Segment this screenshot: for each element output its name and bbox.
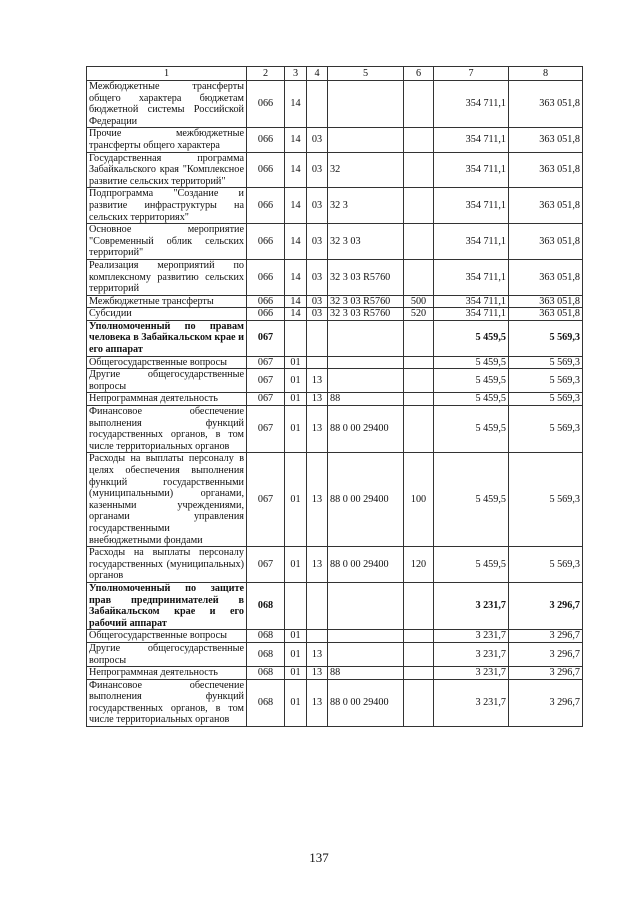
column-number-row bbox=[87, 67, 583, 81]
ministry-code-cell: 066 bbox=[247, 188, 285, 224]
section-code-cell: 14 bbox=[285, 81, 307, 128]
amount-year-1-cell: 354 711,1 bbox=[434, 259, 509, 295]
item-name-cell: Субсидии bbox=[87, 308, 247, 321]
amount-year-1-cell: 3 231,7 bbox=[434, 642, 509, 666]
amount-year-1-cell: 3 231,7 bbox=[434, 582, 509, 629]
expense-type-cell bbox=[404, 667, 434, 680]
ministry-code-cell: 068 bbox=[247, 679, 285, 726]
section-code-cell: 14 bbox=[285, 188, 307, 224]
ministry-code-cell: 067 bbox=[247, 356, 285, 369]
table-row bbox=[87, 406, 583, 453]
subsection-code-cell: 03 bbox=[307, 152, 328, 188]
expense-type-cell: 100 bbox=[404, 453, 434, 547]
ministry-code-cell: 067 bbox=[247, 393, 285, 406]
expense-type-cell: 500 bbox=[404, 295, 434, 308]
amount-year-2-cell: 363 051,8 bbox=[509, 259, 583, 295]
amount-year-2-cell: 363 051,8 bbox=[509, 224, 583, 260]
ministry-code-cell: 066 bbox=[247, 81, 285, 128]
section-code-cell: 14 bbox=[285, 259, 307, 295]
item-name-cell: Уполномоченный по защите прав предпринимателей в Забайкальском крае и его рабочий аппарат bbox=[87, 582, 247, 629]
amount-year-1-cell: 354 711,1 bbox=[434, 188, 509, 224]
amount-year-2-cell: 3 296,7 bbox=[509, 679, 583, 726]
item-name-cell: Непрограммная деятельность bbox=[87, 667, 247, 680]
item-name-cell: Общегосударственные вопросы bbox=[87, 356, 247, 369]
section-code-cell: 01 bbox=[285, 547, 307, 583]
subsection-code-cell bbox=[307, 81, 328, 128]
subsection-code-cell: 13 bbox=[307, 547, 328, 583]
table-row bbox=[87, 81, 583, 128]
amount-year-2-cell: 5 569,3 bbox=[509, 369, 583, 393]
section-code-cell: 01 bbox=[285, 642, 307, 666]
amount-year-1-cell: 3 231,7 bbox=[434, 667, 509, 680]
amount-year-1-cell: 3 231,7 bbox=[434, 630, 509, 643]
subsection-code-cell: 03 bbox=[307, 188, 328, 224]
section-code-cell: 14 bbox=[285, 128, 307, 152]
section-code-cell: 01 bbox=[285, 453, 307, 547]
section-code-cell: 14 bbox=[285, 308, 307, 321]
target-item-code-cell: 32 3 03 R5760 bbox=[328, 308, 404, 321]
amount-year-1-cell: 354 711,1 bbox=[434, 295, 509, 308]
item-name-cell: Государственная программа Забайкальского края "Комплексное развитие сельских территорий" bbox=[87, 152, 247, 188]
target-item-code-cell bbox=[328, 320, 404, 356]
column-header: 2 bbox=[247, 67, 285, 81]
expense-type-cell bbox=[404, 81, 434, 128]
expense-type-cell bbox=[404, 224, 434, 260]
expense-type-cell bbox=[404, 356, 434, 369]
target-item-code-cell: 88 bbox=[328, 667, 404, 680]
item-name-cell: Межбюджетные трансферты bbox=[87, 295, 247, 308]
section-code-cell: 01 bbox=[285, 667, 307, 680]
target-item-code-cell bbox=[328, 630, 404, 643]
item-name-cell: Межбюджетные трансферты общего характера бюджетам бюджетной системы Российской Федерации bbox=[87, 81, 247, 128]
item-name-cell: Расходы на выплаты персоналу государственных (муниципальных) органов bbox=[87, 547, 247, 583]
item-name-cell: Расходы на выплаты персоналу в целях обеспечения выполнения функций государственными (муниципальными) органами, казенными учреждениями, органами управления государственными внебюджетными фондами bbox=[87, 453, 247, 547]
section-code-cell: 01 bbox=[285, 630, 307, 643]
expense-type-cell: 120 bbox=[404, 547, 434, 583]
item-name-cell: Другие общегосударственные вопросы bbox=[87, 369, 247, 393]
target-item-code-cell: 88 0 00 29400 bbox=[328, 679, 404, 726]
target-item-code-cell: 88 0 00 29400 bbox=[328, 547, 404, 583]
subsection-code-cell: 13 bbox=[307, 369, 328, 393]
amount-year-1-cell: 5 459,5 bbox=[434, 320, 509, 356]
amount-year-2-cell: 5 569,3 bbox=[509, 406, 583, 453]
amount-year-1-cell: 354 711,1 bbox=[434, 81, 509, 128]
table-row bbox=[87, 453, 583, 547]
ministry-code-cell: 066 bbox=[247, 295, 285, 308]
amount-year-2-cell: 363 051,8 bbox=[509, 128, 583, 152]
page-number: 137 bbox=[309, 850, 329, 865]
expense-type-cell bbox=[404, 630, 434, 643]
amount-year-1-cell: 5 459,5 bbox=[434, 406, 509, 453]
amount-year-1-cell: 5 459,5 bbox=[434, 369, 509, 393]
amount-year-2-cell: 5 569,3 bbox=[509, 453, 583, 547]
table-row bbox=[87, 630, 583, 643]
subsection-code-cell: 13 bbox=[307, 393, 328, 406]
item-name-cell: Подпрограмма "Создание и развитие инфраструктуры на сельских территориях" bbox=[87, 188, 247, 224]
section-code-cell bbox=[285, 582, 307, 629]
ministry-code-cell: 068 bbox=[247, 630, 285, 643]
target-item-code-cell bbox=[328, 582, 404, 629]
subsection-code-cell: 13 bbox=[307, 679, 328, 726]
item-name-cell: Основное мероприятие "Современный облик сельских территорий" bbox=[87, 224, 247, 260]
subsection-code-cell: 03 bbox=[307, 308, 328, 321]
table-row bbox=[87, 295, 583, 308]
table-row bbox=[87, 356, 583, 369]
amount-year-2-cell: 3 296,7 bbox=[509, 582, 583, 629]
ministry-code-cell: 066 bbox=[247, 308, 285, 321]
section-code-cell: 01 bbox=[285, 393, 307, 406]
target-item-code-cell bbox=[328, 128, 404, 152]
amount-year-1-cell: 3 231,7 bbox=[434, 679, 509, 726]
subsection-code-cell: 03 bbox=[307, 259, 328, 295]
table-row bbox=[87, 679, 583, 726]
amount-year-1-cell: 5 459,5 bbox=[434, 393, 509, 406]
target-item-code-cell: 32 3 03 R5760 bbox=[328, 259, 404, 295]
column-header: 6 bbox=[404, 67, 434, 81]
ministry-code-cell: 068 bbox=[247, 667, 285, 680]
ministry-code-cell: 066 bbox=[247, 224, 285, 260]
section-code-cell: 01 bbox=[285, 369, 307, 393]
table-row bbox=[87, 582, 583, 629]
amount-year-1-cell: 354 711,1 bbox=[434, 308, 509, 321]
amount-year-2-cell: 3 296,7 bbox=[509, 667, 583, 680]
amount-year-2-cell: 5 569,3 bbox=[509, 320, 583, 356]
amount-year-1-cell: 354 711,1 bbox=[434, 224, 509, 260]
ministry-code-cell: 066 bbox=[247, 259, 285, 295]
target-item-code-cell: 32 3 03 R5760 bbox=[328, 295, 404, 308]
expense-type-cell bbox=[404, 393, 434, 406]
item-name-cell: Уполномоченный по правам человека в Забайкальском крае и его аппарат bbox=[87, 320, 247, 356]
column-header: 1 bbox=[87, 67, 247, 81]
amount-year-1-cell: 354 711,1 bbox=[434, 128, 509, 152]
subsection-code-cell bbox=[307, 582, 328, 629]
section-code-cell: 14 bbox=[285, 295, 307, 308]
expense-type-cell bbox=[404, 679, 434, 726]
column-header: 8 bbox=[509, 67, 583, 81]
expense-type-cell bbox=[404, 406, 434, 453]
target-item-code-cell: 88 0 00 29400 bbox=[328, 406, 404, 453]
target-item-code-cell: 88 bbox=[328, 393, 404, 406]
expense-type-cell bbox=[404, 582, 434, 629]
subsection-code-cell: 13 bbox=[307, 642, 328, 666]
amount-year-2-cell: 5 569,3 bbox=[509, 547, 583, 583]
item-name-cell: Финансовое обеспечение выполнения функций государственных органов, в том числе территориальных органов bbox=[87, 406, 247, 453]
target-item-code-cell: 32 bbox=[328, 152, 404, 188]
amount-year-1-cell: 354 711,1 bbox=[434, 152, 509, 188]
table-row bbox=[87, 224, 583, 260]
amount-year-2-cell: 363 051,8 bbox=[509, 188, 583, 224]
table-row bbox=[87, 369, 583, 393]
amount-year-2-cell: 363 051,8 bbox=[509, 308, 583, 321]
table-row bbox=[87, 642, 583, 666]
subsection-code-cell: 13 bbox=[307, 453, 328, 547]
amount-year-2-cell: 5 569,3 bbox=[509, 393, 583, 406]
ministry-code-cell: 068 bbox=[247, 642, 285, 666]
item-name-cell: Общегосударственные вопросы bbox=[87, 630, 247, 643]
subsection-code-cell bbox=[307, 356, 328, 369]
subsection-code-cell: 03 bbox=[307, 128, 328, 152]
table-row bbox=[87, 667, 583, 680]
ministry-code-cell: 067 bbox=[247, 369, 285, 393]
subsection-code-cell: 03 bbox=[307, 224, 328, 260]
table-body bbox=[87, 81, 583, 727]
item-name-cell: Прочие межбюджетные трансферты общего характера bbox=[87, 128, 247, 152]
target-item-code-cell: 88 0 00 29400 bbox=[328, 453, 404, 547]
table-row bbox=[87, 152, 583, 188]
table-row bbox=[87, 393, 583, 406]
section-code-cell: 14 bbox=[285, 152, 307, 188]
column-header: 5 bbox=[328, 67, 404, 81]
ministry-code-cell: 066 bbox=[247, 128, 285, 152]
expense-type-cell bbox=[404, 259, 434, 295]
table-row bbox=[87, 547, 583, 583]
expense-type-cell bbox=[404, 152, 434, 188]
subsection-code-cell bbox=[307, 320, 328, 356]
target-item-code-cell: 32 3 03 bbox=[328, 224, 404, 260]
target-item-code-cell: 32 3 bbox=[328, 188, 404, 224]
amount-year-1-cell: 5 459,5 bbox=[434, 547, 509, 583]
section-code-cell: 01 bbox=[285, 356, 307, 369]
subsection-code-cell: 13 bbox=[307, 406, 328, 453]
expense-type-cell bbox=[404, 320, 434, 356]
item-name-cell: Другие общегосударственные вопросы bbox=[87, 642, 247, 666]
target-item-code-cell bbox=[328, 81, 404, 128]
ministry-code-cell: 067 bbox=[247, 547, 285, 583]
amount-year-1-cell: 5 459,5 bbox=[434, 453, 509, 547]
amount-year-2-cell: 5 569,3 bbox=[509, 356, 583, 369]
ministry-code-cell: 067 bbox=[247, 453, 285, 547]
amount-year-2-cell: 363 051,8 bbox=[509, 81, 583, 128]
expense-type-cell bbox=[404, 128, 434, 152]
amount-year-2-cell: 363 051,8 bbox=[509, 152, 583, 188]
subsection-code-cell bbox=[307, 630, 328, 643]
column-header: 3 bbox=[285, 67, 307, 81]
subsection-code-cell: 03 bbox=[307, 295, 328, 308]
item-name-cell: Реализация мероприятий по комплексному развитию сельских территорий bbox=[87, 259, 247, 295]
amount-year-2-cell: 363 051,8 bbox=[509, 295, 583, 308]
target-item-code-cell bbox=[328, 369, 404, 393]
table-row bbox=[87, 308, 583, 321]
subsection-code-cell: 13 bbox=[307, 667, 328, 680]
expense-type-cell bbox=[404, 642, 434, 666]
amount-year-1-cell: 5 459,5 bbox=[434, 356, 509, 369]
table-row bbox=[87, 320, 583, 356]
section-code-cell: 01 bbox=[285, 679, 307, 726]
ministry-code-cell: 066 bbox=[247, 152, 285, 188]
amount-year-2-cell: 3 296,7 bbox=[509, 642, 583, 666]
expense-type-cell: 520 bbox=[404, 308, 434, 321]
ministry-code-cell: 067 bbox=[247, 320, 285, 356]
item-name-cell: Непрограммная деятельность bbox=[87, 393, 247, 406]
expense-type-cell bbox=[404, 369, 434, 393]
target-item-code-cell bbox=[328, 356, 404, 369]
target-item-code-cell bbox=[328, 642, 404, 666]
ministry-code-cell: 068 bbox=[247, 582, 285, 629]
section-code-cell: 01 bbox=[285, 406, 307, 453]
ministry-code-cell: 067 bbox=[247, 406, 285, 453]
section-code-cell: 14 bbox=[285, 224, 307, 260]
expense-type-cell bbox=[404, 188, 434, 224]
column-header: 7 bbox=[434, 67, 509, 81]
section-code-cell bbox=[285, 320, 307, 356]
budget-table bbox=[86, 66, 583, 727]
table-row bbox=[87, 128, 583, 152]
item-name-cell: Финансовое обеспечение выполнения функций государственных органов, в том числе территориальных органов bbox=[87, 679, 247, 726]
table-row bbox=[87, 188, 583, 224]
column-header: 4 bbox=[307, 67, 328, 81]
amount-year-2-cell: 3 296,7 bbox=[509, 630, 583, 643]
table-row bbox=[87, 259, 583, 295]
